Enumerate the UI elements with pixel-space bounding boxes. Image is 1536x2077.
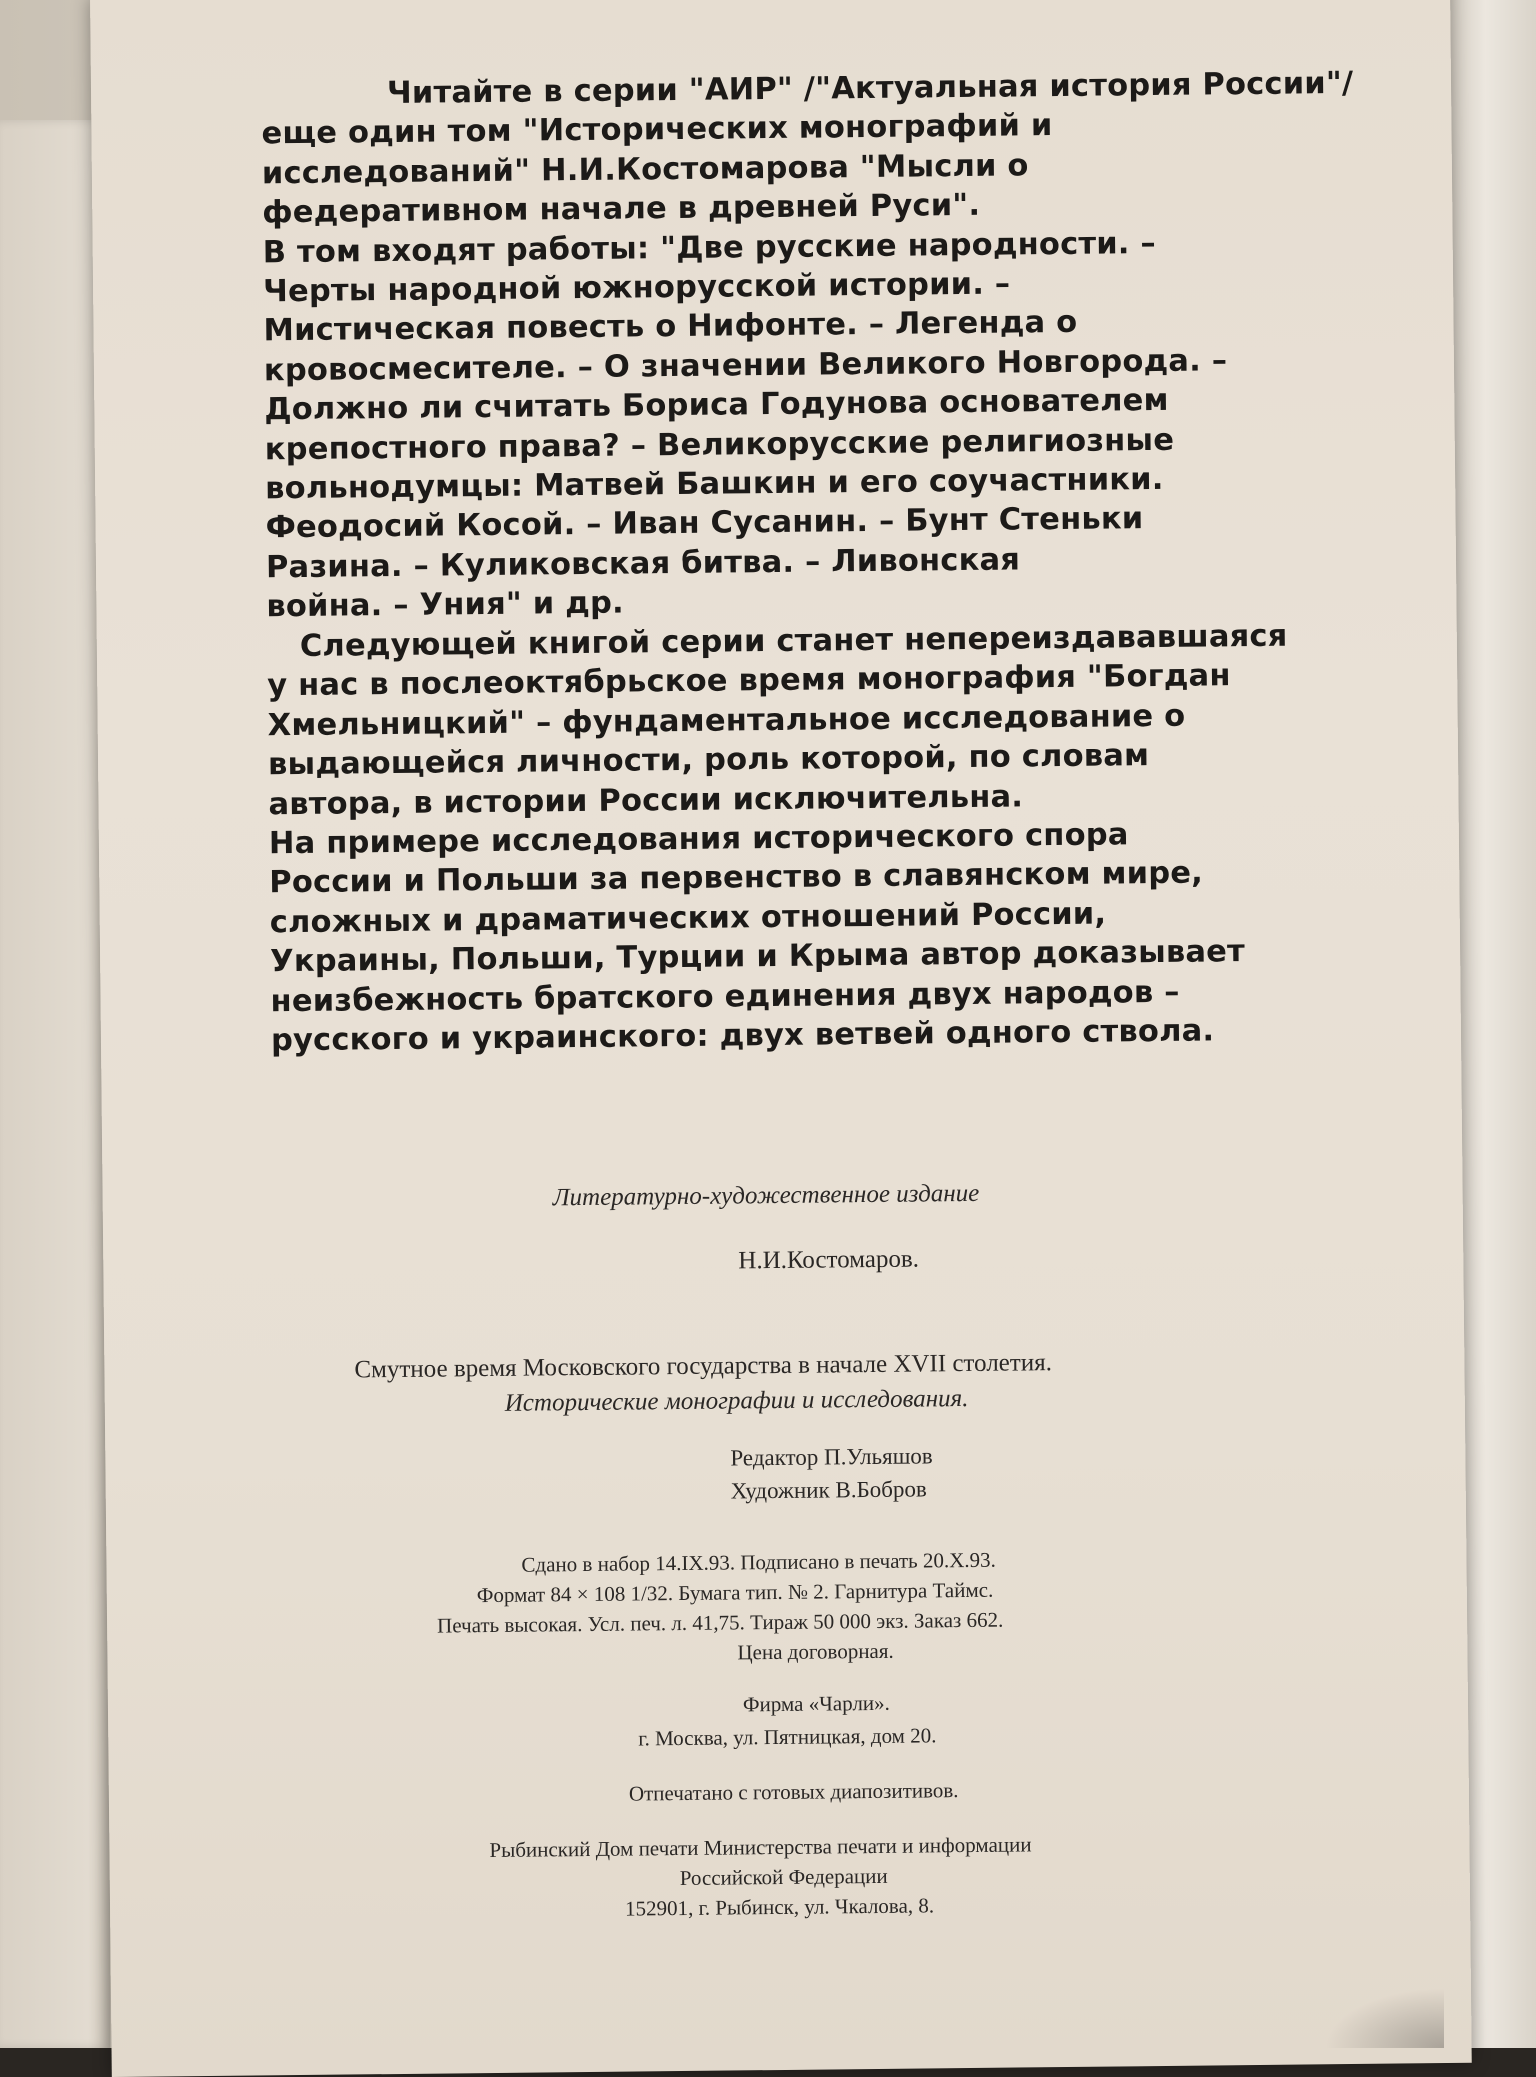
book-page [90,0,1472,2077]
text-line: автора, в истории России исключительна. [268,779,1024,822]
text-line: Украины, Польши, Турции и Крыма автор доказывает [269,934,1246,980]
text-line: Хмельницкий" – фундаментальное исследование о [267,698,1186,744]
editor-credit: Редактор П.Ульяшов [730,1443,933,1471]
tech-info-3: Печать высокая. Усл. печ. л. 41,75. Тираж 50 000 экз. Заказ 662. [436,1607,1004,1638]
series-announcement [261,64,1367,627]
book-subtitle: Исторические монографии и исследования. [504,1384,969,1417]
text-line: Феодосий Косой. – Иван Сусанин. – Бунт Стеньки [265,501,1144,546]
text-line: кровосмесителе. – О значении Великого Новгорода. – [263,343,1228,389]
tech-info-1: Сдано в набор 14.IX.93. Подписано в печать 20.X.93. [521,1547,996,1577]
text-line: В том входят работы: "Две русские народности. – [262,225,1157,270]
publisher-firm: Фирма «Чарли». [742,1690,890,1717]
text-line: Разина. – Куликовская битва. – Ливонская [265,542,1021,586]
text-line: Мистическая повесть о Нифонте. – Легенда о [263,305,1078,349]
printer-line-1: Рыбинский Дом печати Министерства печати и информации [489,1832,1032,1863]
tech-info-2: Формат 84 × 108 1/32. Бумага тип. № 2. Гарнитура Таймс. [476,1577,994,1608]
text-line: вольнодумцы: Матвей Башкин и его соучастники. [265,461,1164,507]
text-line: крепостного права? – Великорусские религиозные [264,422,1175,467]
text-line: федеративном начале в древней Руси". [262,188,981,231]
printer-line-2: Российской Федерации [679,1863,888,1891]
next-book-announcement [267,616,1371,1061]
page-content [90,0,1472,2077]
text-line: еще один том "Исторических монографий и [261,108,1053,152]
text-line: Должно ли считать Бориса Годунова основателем [264,383,1169,428]
text-line: у нас в послеоктябрьское время монография "Богдан [267,658,1231,704]
edition-genre: Литературно-художественное издание [552,1179,980,1212]
text-line: Читайте в серии "АИР" /"Актуальная история России"/ [386,65,1354,112]
text-line: выдающейся личности, роль которой, по словам [267,738,1150,783]
printed-from-note: Отпечатано с готовых диапозитивов. [628,1778,959,1806]
text-line: Черты народной южнорусской истории. – [262,266,1011,310]
text-line: России и Польши за первенство в славянском мире, [269,855,1204,901]
text-line: русского и украинского: двух ветвей одного ствола. [270,1013,1215,1059]
text-line: сложных и драматических отношений России, [269,896,1107,941]
book-title: Смутное время Московского государства в начале XVII столетия. [354,1349,1053,1384]
artist-credit: Художник В.Бобров [730,1476,927,1504]
text-line: война. – Уния" и др. [266,585,625,625]
corner-shadow [1324,1988,1444,2048]
printer-line-3: 152901, г. Рыбинск, ул. Чкалова, 8. [624,1893,935,1921]
publisher-address: г. Москва, ул. Пятницкая, дом 20. [638,1723,937,1751]
price-note: Цена договорная. [737,1638,894,1665]
text-line: неизбежность братского единения двух народов – [270,974,1180,1019]
text-line: Следующей книгой серии станет непереиздававшаяся [299,618,1288,664]
text-line: исследований" Н.И.Костомарова "Мысли о [261,148,1029,192]
text-line: На примере исследования исторического спора [268,817,1129,862]
author-name: Н.И.Костомаров. [738,1245,920,1275]
